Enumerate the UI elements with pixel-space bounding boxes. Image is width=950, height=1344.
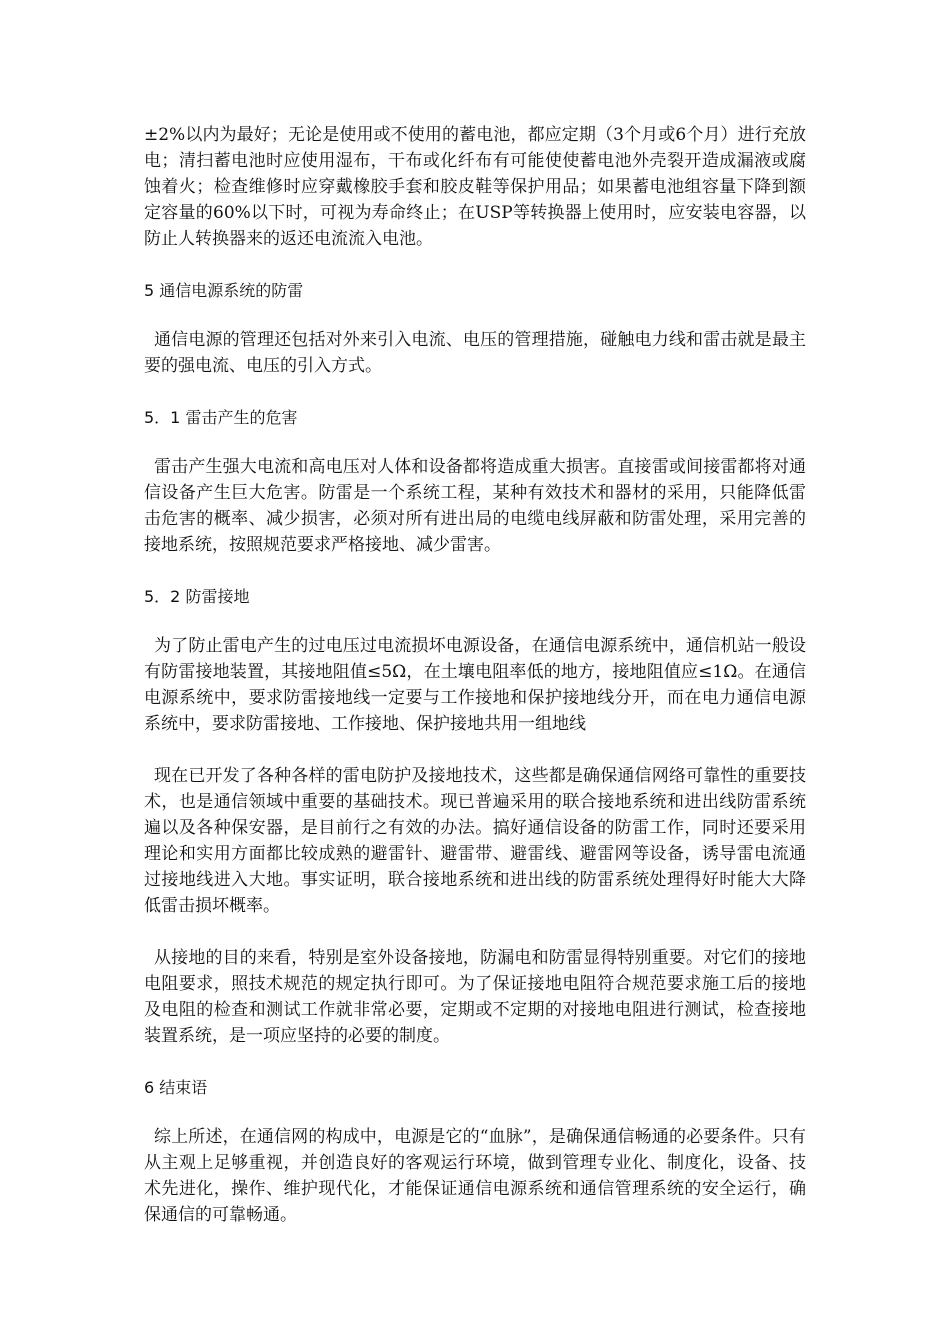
section-heading-5-1: 5．1 雷击产生的危害 — [144, 408, 298, 427]
paragraph-grounding-testing: 从接地的目的来看，特别是室外设备接地，防漏电和防雷显得特别重要。对它们的接地电阻要求，照技术规范的规定执行即可。为了保证接地电阻符合规范要求施工后的接地及电阻的检查和测试工作就非常必要，定期或不定期的对接地电阻进行测试，检查接地装置系统，是一项应坚持的必要的制度。 — [144, 948, 806, 1046]
section-heading-5: 5 通信电源系统的防雷 — [144, 281, 304, 300]
section-heading-5-2: 5．2 防雷接地 — [144, 587, 250, 606]
paragraph-battery-maintenance: ±2%以内为最好；无论是使用或不使用的蓄电池，都应定期（3个月或6个月）进行充放电；清扫蓄电池时应使用湿布，干布或化纤布有可能使使蓄电池外壳裂开造成漏液或腐蚀着火；检查维修时应穿戴橡胶手套和胶皮鞋等保护用品；如果蓄电池组容量下降到额定容量的60%以下时，可视为寿命终止；在USP等转换器上使用时，应安装电容器，以防止人转换器来的返还电流流入电池。 — [144, 125, 806, 249]
paragraph-conclusion: 综上所述，在通信网的构成中，电源是它的“血脉”，是确保通信畅通的必要条件。只有从主观上足够重视，并创造良好的客观运行环境，做到管理专业化、制度化，设备、技术先进化，操作、维护现代化，才能保证通信电源系统和通信管理系统的安全运行，确保通信的可靠畅通。 — [144, 1127, 806, 1225]
document-page — [144, 122, 806, 1254]
paragraph-protection-technology: 现在已开发了各种各样的雷电防护及接地技术，这些都是确保通信网络可靠性的重要技术，也是通信领域中重要的基础技术。现已普遍采用的联合接地系统和进出线防雷系统遍以及各种保安器，是目前行之有效的办法。搞好通信设备的防雷工作，同时还要采用理论和实用方面都比较成熟的避雷针、避雷带、避雷线、避雷网等设备，诱导雷电流通过接地线进入大地。事实证明，联合接地系统和进出线的防雷系统处理得好时能大大降低雷击损坏概率。 — [144, 766, 806, 916]
paragraph-lightning-grounding: 为了防止雷电产生的过电压过电流损坏电源设备，在通信电源系统中，通信机站一般设有防雷接地装置，其接地阻值≤5Ω，在土壤电阻率低的地方，接地阻值应≤1Ω。在通信电源系统中，要求防雷接地线一定要与工作接地和保护接地线分开，而在电力通信电源系统中，要求防雷接地、工作接地、保护接地共用一组地线 — [144, 636, 806, 734]
paragraph-lightning-hazards: 雷击产生强大电流和高电压对人体和设备都将造成重大损害。直接雷或间接雷都将对通信设备产生巨大危害。防雷是一个系统工程，某种有效技术和器材的采用，只能降低雷击危害的概率、减少损害，必须对所有进出局的电缆电线屏蔽和防雷处理，采用完善的接地系统，按照规范要求严格接地、减少雷害。 — [144, 457, 806, 555]
paragraph-power-management: 通信电源的管理还包括对外来引入电流、电压的管理措施，碰触电力线和雷击就是最主要的强电流、电压的引入方式。 — [144, 330, 806, 376]
section-heading-6: 6 结束语 — [144, 1078, 208, 1097]
